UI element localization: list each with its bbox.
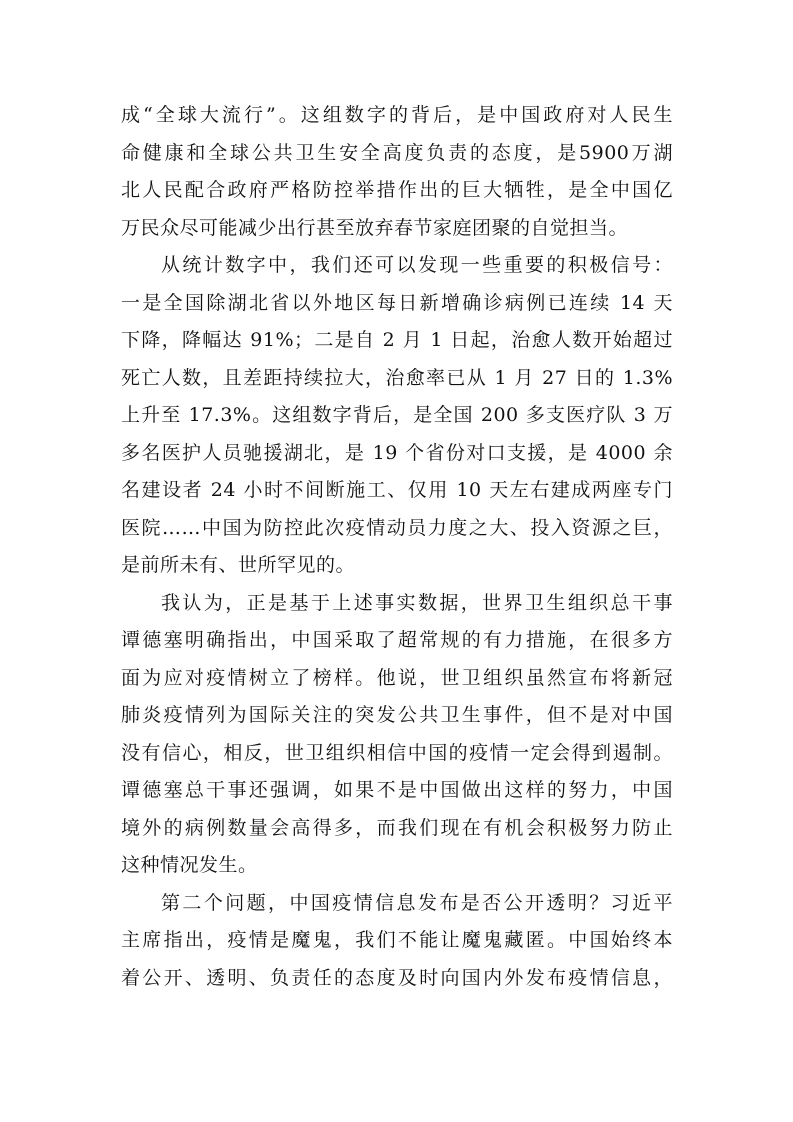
paragraph <box>121 585 673 885</box>
text-line: 谭德塞明确指出，中国采取了超常规的有力措施，在很多方 <box>121 629 673 651</box>
text-line: 谭德塞总干事还强调，如果不是中国做出这样的努力，中国 <box>121 779 673 801</box>
text-line: 境外的病例数量会高得多，而我们现在有机会积极努力防止 <box>121 816 673 839</box>
text-line: 肺炎疫情列为国际关注的突发公共卫生事件，但不是对中国 <box>121 704 673 726</box>
text-line: 第二个问题，中国疫情信息发布是否公开透明？习近平 <box>161 891 673 914</box>
text-line: 这种情况发生。 <box>121 854 258 876</box>
paragraph <box>121 247 673 585</box>
text-line: 多名医护人员驰援湖北，是 19 个省份对口支援，是 4000 余 <box>121 441 673 464</box>
paragraph <box>121 885 673 998</box>
text-line: 下降，降幅达 91%；二是自 2 月 1 日起，治愈人数开始超过 <box>121 329 673 351</box>
text-line: 名建设者 24 小时不间断施工、仅用 10 天左右建成两座专门 <box>121 479 673 501</box>
text-line: 着公开、透明、负责任的态度及时向国内外发布疫情信息， <box>121 966 673 989</box>
text-line: 万民众尽可能减少出行甚至放弃春节家庭团聚的自觉担当。 <box>121 216 629 239</box>
document-body <box>121 97 673 997</box>
text-line: 命健康和全球公共卫生安全高度负责的态度，是5900万湖 <box>121 141 673 164</box>
text-line: 没有信心，相反，世卫组织相信中国的疫情一定会得到遏制。 <box>121 741 673 764</box>
text-line: 死亡人数，且差距持续拉大，治愈率已从 1 月 27 日的 1.3% <box>121 366 673 389</box>
text-line: 一是全国除湖北省以外地区每日新增确诊病例已连续 14 天 <box>121 291 673 314</box>
text-line: 成“全球大流行”。这组数字的背后，是中国政府对人民生 <box>121 104 673 126</box>
paragraph <box>121 97 673 247</box>
text-line: 北人民配合政府严格防控举措作出的巨大牺牲，是全中国亿 <box>121 179 673 201</box>
text-line: 上升至 17.3%。这组数字背后，是全国 200 多支医疗队 3 万 <box>121 404 673 426</box>
text-line: 医院……中国为防控此次疫情动员力度之大、投入资源之巨， <box>121 516 673 539</box>
text-line: 是前所未有、世所罕见的。 <box>121 554 356 576</box>
text-line: 我认为，正是基于上述事实数据，世界卫生组织总干事 <box>161 591 673 614</box>
text-line: 从统计数字中，我们还可以发现一些重要的积极信号： <box>161 254 673 276</box>
text-line: 面为应对疫情树立了榜样。他说，世卫组织虽然宣布将新冠 <box>121 666 673 689</box>
text-line: 主席指出，疫情是魔鬼，我们不能让魔鬼藏匿。中国始终本 <box>121 929 673 951</box>
